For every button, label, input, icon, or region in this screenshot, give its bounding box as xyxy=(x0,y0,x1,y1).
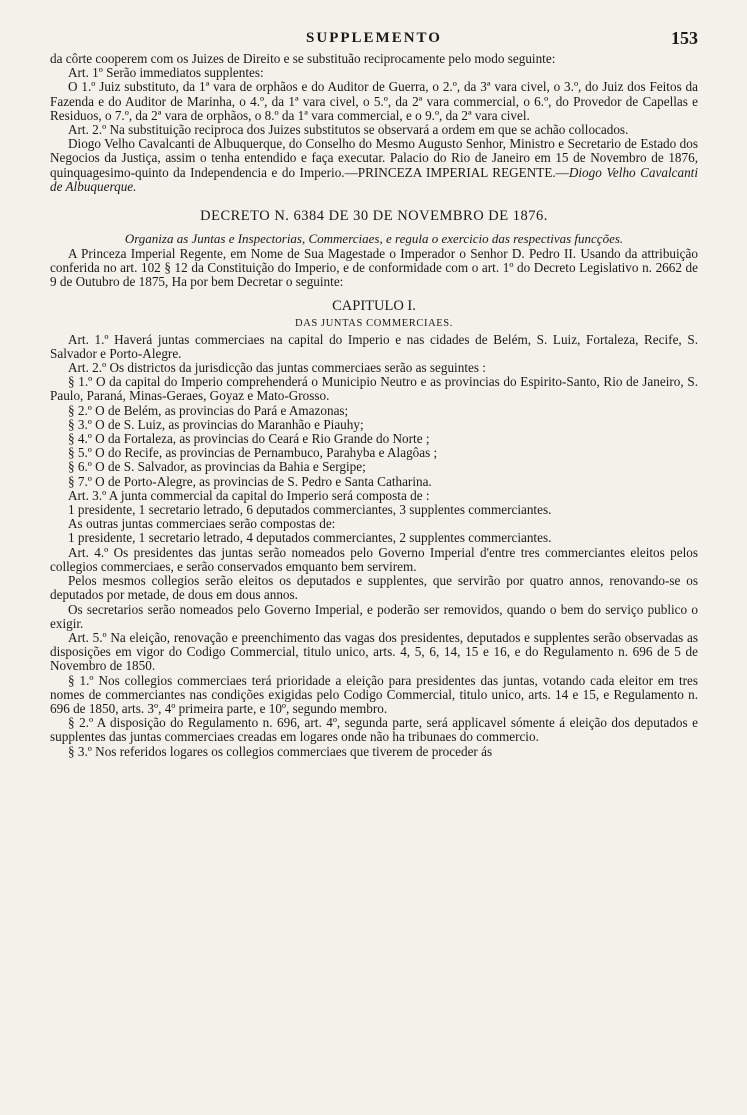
article-2-item-6: § 6.º O de S. Salvador, as provincias da Bahia e Sergipe; xyxy=(68,459,366,475)
signature-text: Diogo Velho Cavalcanti de Albuquerque, do Conselho do Mesmo Augusto Senhor, Ministro e Secretario de Estado dos Negocios da Justiça, assim o tenha entendido e faça executar. Palacio do Rio de Janeiro em 15 de Novembro de 1876, quinquagesimo-quinto da Independencia e do Imperio.—PRINCEZA IMPERIAL REGENTE.— xyxy=(50,136,698,180)
chapter-title: CAPITULO I. xyxy=(332,297,416,314)
article-4: Art. 4.º Os presidentes das juntas serão nomeados pelo Governo Imperial d'entre tres commerciantes eleitos pelos collegios commerciaes, e serão conservados emquanto bem servirem. xyxy=(50,544,698,574)
article-2-item-2: § 2.º O de Belém, as provincias do Pará e Amazonas; xyxy=(68,402,349,418)
article-2-item-3: § 3.º O de S. Luiz, as provincias do Maranhão e Piauhy; xyxy=(68,416,364,432)
article-4-secretaries: Os secretarios serão nomeados pelo Governo Imperial, e poderão ser removidos, quando o bem do serviço publico o exigir. xyxy=(50,601,698,631)
continuation-paragraph: da côrte cooperem com os Juizes de Direito e se substituão reciprocamente pelo modo seguinte: xyxy=(50,51,556,66)
article-3-composition: 1 presidente, 1 secretario letrado, 6 deputados commerciantes, 3 supplentes commerciantes. xyxy=(68,502,552,518)
document-page xyxy=(50,28,698,759)
article-3: Art. 3.º A junta commercial da capital do Imperio será composta de : xyxy=(68,487,430,503)
article-3-other-composition: 1 presidente, 1 secretario letrado, 4 deputados commerciantes, 2 supplentes commerciantes. xyxy=(68,530,552,546)
decree-title: DECRETO N. 6384 DE 30 DE NOVEMBRO DE 1876. xyxy=(200,208,548,225)
signature-paragraph xyxy=(50,137,698,194)
article-2-item-7: § 7.º O de Porto-Alegre, as provincias de S. Pedro e Santa Catharina. xyxy=(68,473,432,489)
continuation-article-2: Art. 2.º Na substituição reciproca dos Juizes substitutos se observará a ordem em que se achão collocados. xyxy=(68,122,629,138)
page-number: 153 xyxy=(671,28,698,48)
article-2-item-5: § 5.º O do Recife, as provincias de Pernambuco, Parahyba e Alagôas ; xyxy=(68,445,438,461)
article-5-paragraph-1: § 1.º Nos collegios commerciaes terá prioridade a eleição para presidentes das juntas, votando cada eleitor em tres nomes de commerciantes nas condições exigidas pelo Codigo Commercial, titulo unico, arts. 14 e 15, e Regulamento n. 696 de 1850, arts. 3º, 4º primeira parte, e 10º, segundo membro. xyxy=(50,672,698,716)
article-2-item-1: § 1.º O da capital do Imperio comprehenderá o Municipio Neutro e as provincias do Espirito-Santo, Rio de Janeiro, S. Paulo, Paraná, Minas-Geraes, Goyaz e Mato-Grosso. xyxy=(50,374,698,404)
decree-preamble: A Princeza Imperial Regente, em Nome de Sua Magestade o Imperador o Senhor D. Pedro II. Usando da attribuição conferida no art. 102 § 12 da Constituição do Imperio, e de conformidade com o art. 1º do Decreto Legislativo n. 2662 de 9 de Outubro de 1875, Ha por bem Decretar o seguinte: xyxy=(50,246,698,290)
article-4-elections: Pelos mesmos collegios serão eleitos os deputados e supplentes, que servirão por quatro annos, renovando-se os deputados por metade, de dous em dous annos. xyxy=(50,573,698,603)
chapter-subtitle: DAS JUNTAS COMMERCIAES. xyxy=(295,317,453,329)
continuation-article-1-list: O 1.º Juiz substituto, da 1ª vara de orphãos e do Auditor de Guerra, o 2.º, da 3ª vara civel, o 3.º, do Juiz dos Feitos da Fazenda e do Auditor de Marinha, o 4.º, da 1ª vara civel, o 5.º, da 2ª vara commercial, o 6.º, do Provedor de Capellas e Residuos, o 7.º, da 2ª vara de orphãos, o 8.º da 1ª vara commercial, e o 9.º, da 2ª vara civel. xyxy=(50,79,698,123)
article-2-item-4: § 4.º O da Fortaleza, as provincias do Ceará e Rio Grande do Norte ; xyxy=(68,431,430,447)
article-2: Art. 2.º Os districtos da jurisdicção das juntas commerciaes serão as seguintes : xyxy=(68,360,486,376)
page-header xyxy=(50,28,698,52)
decree-summary: Organiza as Juntas e Inspectorias, Commerciaes, e regula o exercicio das respectivas funcções. xyxy=(124,231,624,247)
continuation-article-1: Art. 1º Serão immediatos supplentes: xyxy=(68,65,264,81)
article-5-paragraph-2: § 2.º A disposição do Regulamento n. 696, art. 4º, segunda parte, será applicavel sómente á eleição dos deputados e supplentes das juntas commerciaes creadas em logares onde não ha tribunaes do commercio. xyxy=(50,715,698,745)
article-1: Art. 1.º Haverá juntas commerciaes na capital do Imperio e nas cidades de Belém, S. Luiz, Fortaleza, Recife, S. Salvador e Porto-Alegre. xyxy=(50,331,698,361)
article-5-paragraph-3: § 3.º Nos referidos logares os collegios commerciaes que tiverem de proceder ás xyxy=(68,743,493,759)
article-3-other: As outras juntas commerciaes serão compostas de: xyxy=(68,516,336,532)
running-title: SUPPLEMENTO xyxy=(306,30,442,46)
signature-name: Diogo Velho Cavalcanti de Albuquerque. xyxy=(50,164,698,194)
article-5: Art. 5.º Na eleição, renovação e preenchimento das vagas dos presidentes, deputados e supplentes serão observadas as disposições em vigor do Codigo Commercial, titulo unico, arts. 4, 5, 6, 14, 15 e 16, e do Regulamento n. 696 de 5 de Novembro de 1850. xyxy=(50,629,698,674)
